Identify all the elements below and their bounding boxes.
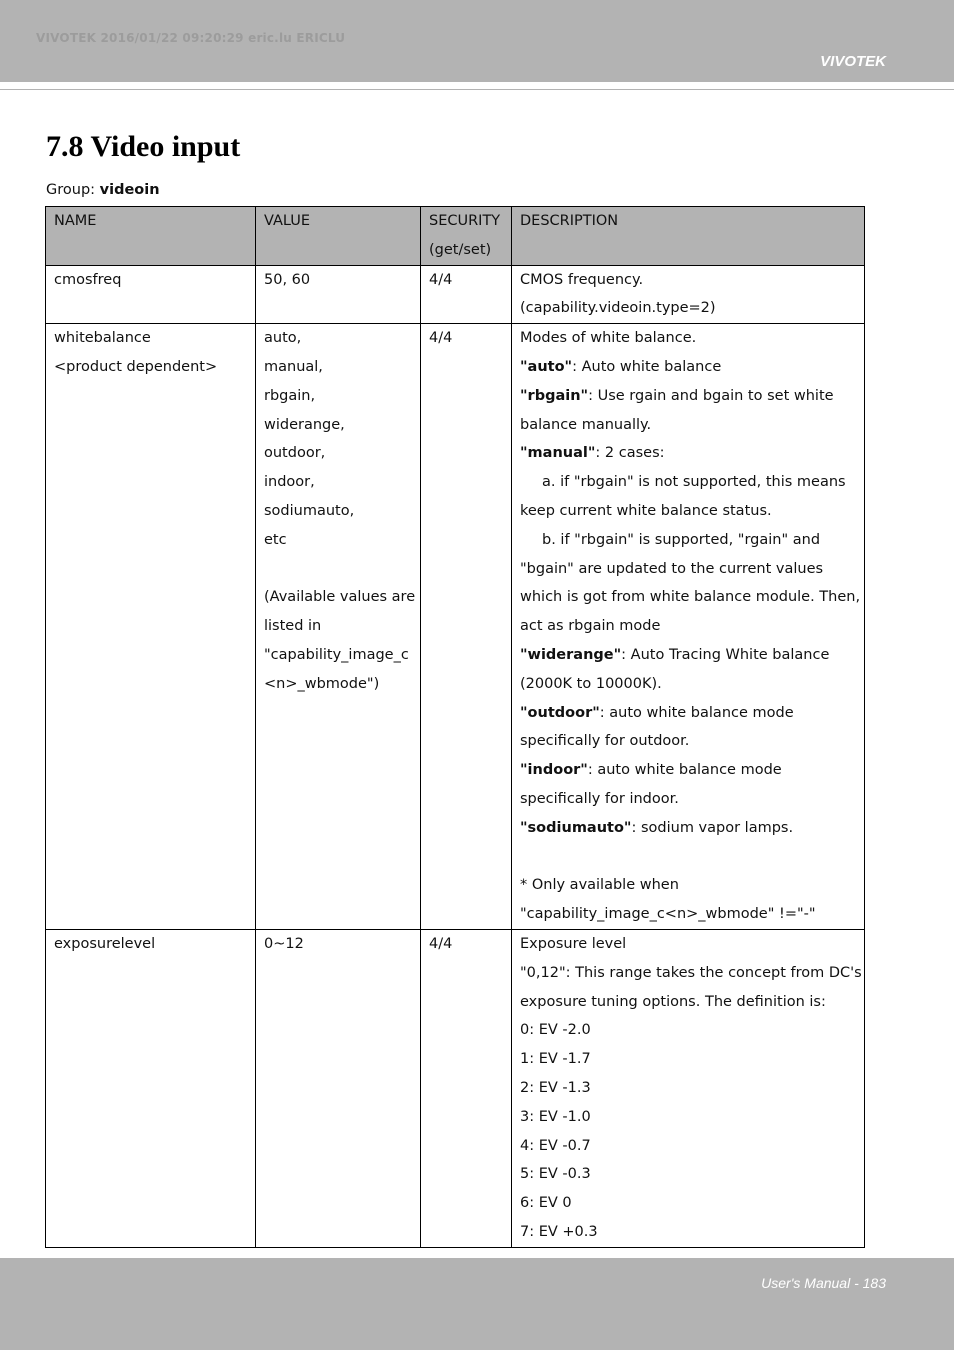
description-text: b. if "rbgain" is supported, "rgain" and [542,531,821,548]
description-text: 2: EV -1.3 [520,1079,591,1096]
description-text: 0: EV -2.0 [520,1022,591,1039]
description-text: : Use rgain and bgain to set white [588,387,834,404]
value-cell-line: manual, [264,358,323,375]
description-text: which is got from white balance module. Then, [520,589,861,606]
description-text: specifically for indoor. [520,790,679,807]
security-cell [421,929,512,1247]
description-line [520,1074,858,1103]
description-line [520,814,858,843]
description-text: * Only available when [520,877,679,894]
value-cell-line: 0~12 [264,935,304,952]
description-line [520,294,858,323]
value-cell-line: rbgain, [264,387,316,404]
value-cell-line: "capability_image_c [264,646,409,663]
description-line [520,930,858,959]
description-line [520,670,858,699]
value-cell-line: (Available values are [264,589,416,606]
description-line [520,382,858,411]
name-cell-line: whitebalance [54,330,151,347]
description-line [520,411,858,440]
value-cell-line [264,555,414,584]
description-line [520,756,858,785]
description-text: : auto white balance mode [599,704,794,721]
description-text: a. if "rbgain" is not supported, this means [542,474,846,491]
description-line [520,1045,858,1074]
security-value: 4/4 [429,271,453,288]
table-row [46,324,865,930]
description-text: "0,12": This range takes the concept from DC's [520,964,862,981]
description-text: exposure tuning options. The definition is: [520,993,826,1010]
description-text: "capability_image_c<n>_wbmode" !="-" [520,906,816,923]
description-line [520,555,858,584]
description-text: (capability.videoin.type=2) [520,300,716,317]
description-text: specifically for outdoor. [520,733,690,750]
watermark-text: VIVOTEK 2016/01/22 09:20:29 eric.lu ERICLU [36,31,346,45]
page-footer [0,1258,954,1350]
security-value: 4/4 [429,330,453,347]
column-header-description: DESCRIPTION [512,207,865,266]
description-text: Modes of white balance. [520,330,697,347]
keyword: "sodiumauto" [520,819,632,836]
page-header [0,0,954,82]
description-line [520,497,858,526]
description-line [520,1189,858,1218]
value-cell-line: listed in [264,618,322,635]
value-cell-line: etc [264,531,287,548]
keyword: "rbgain" [520,387,589,404]
name-cell [46,929,256,1247]
description-line [520,526,858,555]
group-value: videoin [99,182,160,198]
description-line [520,583,861,612]
table-row [46,265,865,324]
description-text: CMOS frequency. [520,271,644,288]
name-cell [46,265,256,324]
description-line [520,843,858,872]
keyword: "indoor" [520,762,588,779]
description-text: : sodium vapor lamps. [631,819,794,836]
description-text: (2000K to 10000K). [520,675,662,692]
description-line [520,641,858,670]
description-line [520,468,858,497]
description-line [520,1218,858,1247]
name-cell-line: <product dependent> [54,358,218,375]
column-header-value: VALUE [256,207,421,266]
description-text: : Auto white balance [572,358,722,375]
value-cell-line: outdoor, [264,445,326,462]
value-cell [256,265,421,324]
value-cell-line: indoor, [264,474,315,491]
description-line [520,959,862,988]
keyword: "widerange" [520,646,622,663]
description-line [520,699,858,728]
description-cell [512,265,865,324]
description-text: act as rbgain mode [520,618,661,635]
description-text: : Auto Tracing White balance [621,646,830,663]
column-header-security: SECURITY (get/set) [421,207,512,266]
description-line [520,727,858,756]
table-row [46,929,865,1247]
description-cell [512,324,865,930]
security-cell [421,265,512,324]
page-number: User's Manual - 183 [761,1275,886,1291]
group-line [46,182,160,198]
description-text: Exposure level [520,935,627,952]
column-header-name: NAME [46,207,256,266]
description-text: 7: EV +0.3 [520,1223,598,1240]
group-label: Group: [46,182,96,198]
description-line [520,1016,858,1045]
value-cell-line: widerange, [264,416,345,433]
description-text: 1: EV -1.7 [520,1051,591,1068]
description-line [520,1132,858,1161]
description-text: 5: EV -0.3 [520,1166,591,1183]
description-line [520,1160,858,1189]
description-line [520,612,858,641]
description-line [520,353,858,382]
parameter-table [45,206,865,1248]
description-line [520,439,858,468]
description-line [520,324,858,353]
description-text: balance manually. [520,416,652,433]
name-cell-line: exposurelevel [54,935,156,952]
description-text: 4: EV -0.7 [520,1137,591,1154]
description-line [520,785,858,814]
description-line [520,1103,858,1132]
name-cell [46,324,256,930]
section-title: 7.8 Video input [46,130,241,163]
value-cell [256,929,421,1247]
keyword: "auto" [520,358,573,375]
description-text: 3: EV -1.0 [520,1108,591,1125]
description-cell [512,929,865,1247]
description-text: "bgain" are updated to the current values [520,560,824,577]
value-cell-line: <n>_wbmode") [264,675,380,692]
security-value: 4/4 [429,935,453,952]
value-cell-line: auto, [264,330,302,347]
description-text: : 2 cases: [595,445,665,462]
description-line [520,900,858,929]
name-cell-line: cmosfreq [54,271,122,288]
value-cell [256,324,421,930]
keyword: "outdoor" [520,704,600,721]
description-line [520,266,858,295]
security-cell [421,324,512,930]
description-text: 6: EV 0 [520,1195,572,1212]
value-cell-line: 50, 60 [264,271,311,288]
brand-name: VIVOTEK [820,53,886,70]
value-cell-line: sodiumauto, [264,502,355,519]
header-divider [0,89,954,90]
description-text: keep current white balance status. [520,502,772,519]
description-line [520,871,858,900]
table-header-row [46,207,865,266]
description-text: : auto white balance mode [587,762,782,779]
keyword: "manual" [520,445,596,462]
description-line [520,988,858,1017]
